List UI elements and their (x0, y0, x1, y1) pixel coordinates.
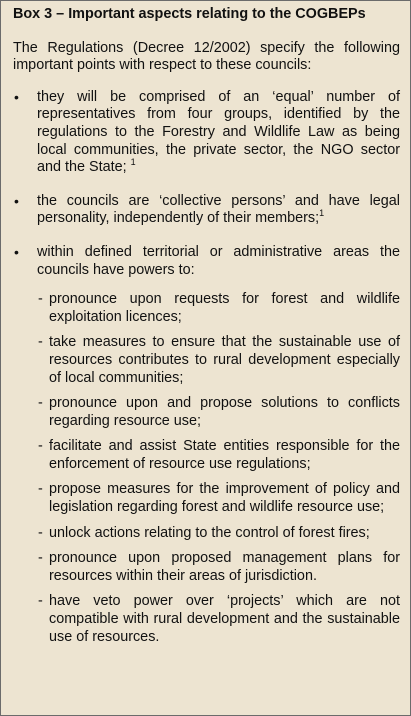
powers-item-text: take measures to ensure that the sustainable use of resources contributes to rural development especially of local communities; (49, 334, 400, 386)
powers-list-item (37, 438, 400, 473)
bullet-text: they will be comprised of an ‘equal’ number of representatives from four groups, identified by the regulations to the Forestry and Wildlife Law as being local communities, the private sector, the NGO sector and the State; (37, 88, 400, 176)
powers-item-text: have veto power over ‘projects’ which are not compatible with rural development and the sustainable use of resources. (49, 593, 400, 645)
bullet-text: the councils are ‘collective persons’ and have legal personality, independently of their members; (37, 192, 400, 227)
powers-list-item (37, 525, 400, 543)
dash-icon: - (38, 291, 43, 308)
powers-item-text: pronounce upon and propose solutions to conflicts regarding resource use; (49, 395, 400, 429)
dash-icon: - (38, 524, 43, 541)
bullet-item-legal-personality (13, 193, 400, 228)
dash-icon: - (38, 550, 43, 567)
dash-icon: - (38, 481, 43, 498)
dash-icon: - (38, 334, 43, 351)
bullet-list (13, 89, 400, 646)
intro-paragraph: The Regulations (Decree 12/2002) specify the following important points with respect to these councils: (13, 39, 400, 74)
powers-list (37, 291, 400, 646)
dash-icon: - (38, 395, 43, 412)
powers-list-item (37, 291, 400, 326)
powers-list-item (37, 550, 400, 585)
dash-icon: - (38, 593, 43, 610)
powers-list-item (37, 334, 400, 387)
footnote-ref: 1 (319, 208, 325, 219)
powers-list-item (37, 395, 400, 430)
powers-list-item (37, 481, 400, 516)
powers-item-text: facilitate and assist State entities responsible for the enforcement of resource use regulations; (49, 438, 400, 472)
bullet-item-powers (13, 244, 400, 646)
powers-item-text: pronounce upon requests for forest and wildlife exploitation licences; (49, 291, 400, 325)
bullet-icon: • (14, 192, 19, 209)
bullet-item-composition (13, 89, 400, 177)
bullet-text: within defined territorial or administrative areas the councils have powers to: (37, 243, 400, 278)
powers-item-text: pronounce upon proposed management plans for resources within their areas of jurisdiction. (49, 550, 400, 584)
bullet-icon: • (14, 88, 19, 105)
info-box-content (1, 1, 410, 646)
powers-item-text: propose measures for the improvement of policy and legislation regarding forest and wildlife resource use; (49, 481, 400, 516)
powers-item-text: unlock actions relating to the control of forest fires; (49, 524, 370, 541)
footnote-ref: 1 (130, 157, 136, 168)
powers-list-item (37, 593, 400, 646)
dash-icon: - (38, 438, 43, 455)
box-title: Box 3 – Important aspects relating to the COGBEPs (13, 6, 366, 22)
bullet-icon: • (14, 243, 19, 260)
